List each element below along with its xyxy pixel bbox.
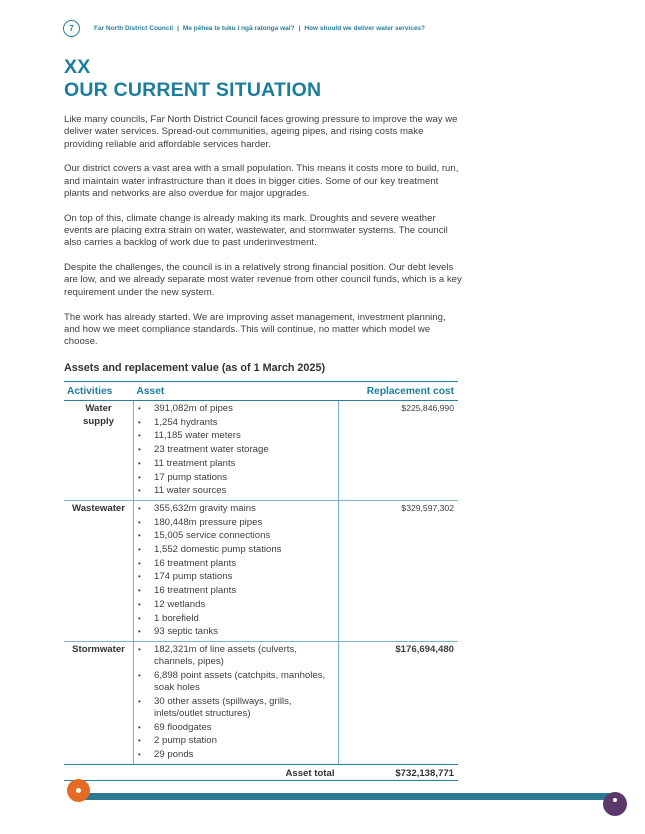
table-row-stormwater: [64, 641, 458, 764]
list-item: • 15,005 service connections: [138, 530, 334, 542]
paragraph: Like many councils, Far North District Council faces growing pressure to improve the way we deliver water services. Spread-out communities, ageing pipes, and rising costs make providing reliable and affordable services harder.: [64, 114, 458, 150]
breadcrumb: [94, 25, 425, 32]
breadcrumb-english-title: How should we deliver water services?: [304, 24, 426, 32]
table-title: Assets and replacement value (as of 1 March 2025): [64, 362, 326, 374]
list-item: • 11 treatment plants: [138, 458, 334, 470]
breadcrumb-maori-title: Me pēhea te tuku i ngā ratonga wai?: [182, 24, 295, 32]
list-item: • 93 septic tanks: [138, 626, 334, 638]
table-total-row: [64, 764, 458, 780]
activity-cell: [64, 500, 134, 641]
asset-list: [138, 644, 334, 761]
page-title-line1: XX: [64, 56, 91, 78]
footer-bar: [82, 793, 615, 800]
page-header: [63, 18, 425, 38]
footer-dot-icon: [67, 779, 90, 802]
asset-list: [138, 503, 334, 639]
total-spacer: [64, 764, 134, 780]
list-item: • 182,321m of line assets (culverts, channels, pipes): [138, 644, 334, 668]
column-header-cost: Replacement cost: [339, 382, 459, 401]
list-item: • 1,552 domestic pump stations: [138, 544, 334, 556]
page-number: 7: [63, 20, 80, 37]
list-item: • 1,254 hydrants: [138, 417, 334, 429]
column-header-activities: Activities: [64, 382, 134, 401]
asset-cell: [134, 500, 339, 641]
list-item: • 11 water sources: [138, 485, 334, 497]
asset-list: [138, 403, 334, 497]
table-row-water-supply: [64, 401, 458, 501]
list-item: • 69 floodgates: [138, 722, 334, 734]
list-item: • 174 pump stations: [138, 571, 334, 583]
page-title-line2: OUR CURRENT SITUATION: [64, 79, 322, 101]
list-item: • 30 other assets (spillways, grills, inlets/outlet structures): [138, 696, 334, 720]
activity-cell: [64, 641, 134, 764]
asset-cell: [134, 401, 339, 501]
list-item: • 16 treatment plants: [138, 558, 334, 570]
activity-label: Water: [85, 403, 112, 414]
body-text: [64, 114, 462, 361]
footer-end-circle-icon: [603, 792, 627, 816]
cost-cell: $225,846,990: [339, 401, 459, 501]
breadcrumb-separator: |: [177, 24, 179, 32]
list-item: • 16 treatment plants: [138, 585, 334, 597]
page-title: [64, 56, 321, 102]
list-item: • 180,448m pressure pipes: [138, 517, 334, 529]
table-row-wastewater: [64, 500, 458, 641]
list-item: • 17 pump stations: [138, 472, 334, 484]
paragraph: On top of this, climate change is already making its mark. Droughts and severe weather events are placing extra strain on water, wastewater, and stormwater systems. The council also carries a backlog of work due to past underinvestment.: [64, 212, 448, 249]
paragraph: The work has already started. We are improving asset management, investment planning, and how we meet compliance standards. This will continue, no matter which model we choose.: [64, 311, 446, 348]
list-item: • 355,632m gravity mains: [138, 503, 334, 515]
column-header-asset: Asset: [134, 382, 339, 401]
activity-cell: [64, 401, 134, 501]
list-item: • 23 treatment water storage: [138, 444, 334, 456]
footer-dot-center: [76, 788, 81, 793]
list-item: • 11,185 water meters: [138, 430, 334, 442]
table-header-row: [64, 382, 458, 401]
breadcrumb-separator: |: [298, 24, 301, 32]
activity-label: Wastewater: [72, 502, 125, 514]
cost-cell: $176,694,480: [339, 641, 459, 764]
assets-table: [64, 381, 458, 781]
paragraph: Despite the challenges, the council is in a relatively strong financial position. Our debt levels are low, and we already separate most water revenue from other council funds, which is a key requirement under the new system.: [64, 262, 462, 298]
list-item: • 2 pump station: [138, 735, 334, 747]
activity-label: Stormwater: [72, 643, 125, 655]
list-item: • 29 ponds: [138, 749, 334, 761]
asset-cell: [134, 641, 339, 764]
breadcrumb-council: Far North District Council: [94, 24, 174, 32]
asset-total-label: Asset total: [134, 764, 339, 780]
paragraph: Our district covers a vast area with a small population. This means it costs more to build, run, and maintain water infrastructure than it does in bigger cities. Some of our key treatment plants and networks are also overdue for major upgrades.: [64, 163, 459, 199]
list-item: • 1 borefield: [138, 613, 334, 625]
list-item: • 391,082m of pipes: [138, 403, 334, 415]
footer-end-hole: [613, 798, 617, 802]
list-item: • 12 wetlands: [138, 599, 334, 611]
list-item: • 6,898 point assets (catchpits, manholes, soak holes: [138, 670, 334, 694]
cost-cell: $329,597,302: [339, 500, 459, 641]
activity-label: supply: [83, 415, 114, 427]
asset-total-value: $732,138,771: [339, 764, 459, 780]
